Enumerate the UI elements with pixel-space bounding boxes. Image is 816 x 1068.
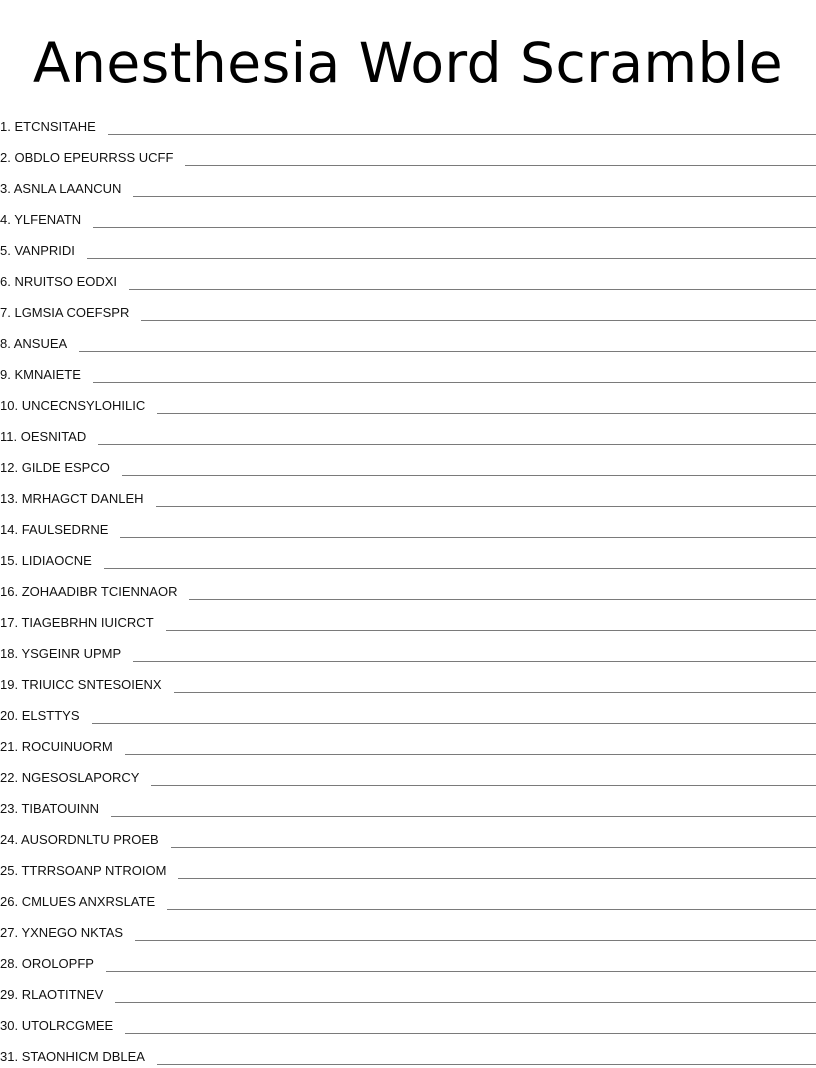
answer-line[interactable]: [178, 865, 816, 879]
list-item: [0, 448, 816, 479]
scrambled-word: TTRRSOANP NTROIOM: [21, 863, 166, 878]
list-item: [0, 975, 816, 1006]
scrambled-word: UTOLRCGMEE: [22, 1018, 114, 1033]
item-number: 27.: [0, 925, 18, 940]
scrambled-word: ROCUINUORM: [22, 739, 113, 754]
answer-line[interactable]: [166, 617, 816, 631]
scrambled-word: TRIUICC SNTESOIENX: [21, 677, 161, 692]
item-number: 31.: [0, 1049, 18, 1064]
item-number: 26.: [0, 894, 18, 909]
answer-line[interactable]: [125, 741, 816, 755]
scrambled-word-label: [0, 240, 87, 262]
item-number: 4.: [0, 212, 11, 227]
scrambled-word-label: [0, 581, 189, 603]
word-scramble-list: [0, 107, 816, 1068]
list-item: [0, 107, 816, 138]
item-number: 30.: [0, 1018, 18, 1033]
list-item: [0, 417, 816, 448]
answer-line[interactable]: [111, 803, 816, 817]
scrambled-word: STAONHICM DBLEA: [22, 1049, 145, 1064]
item-number: 17.: [0, 615, 18, 630]
scrambled-word: ETCNSITAHE: [14, 119, 95, 134]
scrambled-word: NRUITSO EODXI: [14, 274, 117, 289]
item-number: 29.: [0, 987, 18, 1002]
list-item: [0, 169, 816, 200]
scrambled-word-label: [0, 364, 93, 386]
list-item: [0, 758, 816, 789]
answer-line[interactable]: [156, 493, 816, 507]
item-number: 21.: [0, 739, 18, 754]
list-item: [0, 882, 816, 913]
list-item: [0, 324, 816, 355]
item-number: 18.: [0, 646, 18, 661]
scrambled-word: OESNITAD: [21, 429, 87, 444]
list-item: [0, 572, 816, 603]
answer-line[interactable]: [87, 245, 816, 259]
scrambled-word-label: [0, 395, 157, 417]
list-item: [0, 386, 816, 417]
scrambled-word-label: [0, 767, 151, 789]
item-number: 11.: [0, 429, 17, 444]
scrambled-word: ASNLA LAANCUN: [14, 181, 122, 196]
list-item: [0, 634, 816, 665]
scrambled-word-label: [0, 798, 111, 820]
item-number: 3.: [0, 181, 11, 196]
answer-line[interactable]: [98, 431, 816, 445]
scrambled-word-label: [0, 829, 171, 851]
item-number: 22.: [0, 770, 18, 785]
scrambled-word: LGMSIA COEFSPR: [14, 305, 129, 320]
item-number: 13.: [0, 491, 18, 506]
list-item: [0, 696, 816, 727]
list-item: [0, 1037, 816, 1068]
list-item: [0, 510, 816, 541]
list-item: [0, 1006, 816, 1037]
scrambled-word: CMLUES ANXRSLATE: [22, 894, 155, 909]
scrambled-word: GILDE ESPCO: [22, 460, 110, 475]
answer-line[interactable]: [79, 338, 816, 352]
list-item: [0, 355, 816, 386]
scrambled-word-label: [0, 178, 133, 200]
scrambled-word: OBDLO EPEURRSS UCFF: [14, 150, 173, 165]
list-item: [0, 200, 816, 231]
item-number: 15.: [0, 553, 18, 568]
item-number: 1.: [0, 119, 11, 134]
scrambled-word-label: [0, 953, 106, 975]
item-number: 2.: [0, 150, 11, 165]
scrambled-word-label: [0, 302, 141, 324]
item-number: 24.: [0, 832, 18, 847]
scrambled-word-label: [0, 891, 167, 913]
scrambled-word-label: [0, 736, 125, 758]
answer-line[interactable]: [93, 369, 816, 383]
answer-line[interactable]: [120, 524, 816, 538]
answer-line[interactable]: [108, 121, 816, 135]
item-number: 7.: [0, 305, 11, 320]
scrambled-word-label: [0, 271, 129, 293]
scrambled-word-label: [0, 860, 178, 882]
item-number: 20.: [0, 708, 18, 723]
answer-line[interactable]: [174, 679, 816, 693]
answer-line[interactable]: [104, 555, 816, 569]
answer-line[interactable]: [106, 958, 816, 972]
item-number: 5.: [0, 243, 11, 258]
list-item: [0, 851, 816, 882]
answer-line[interactable]: [189, 586, 816, 600]
item-number: 8.: [0, 336, 11, 351]
item-number: 23.: [0, 801, 18, 816]
list-item: [0, 138, 816, 169]
answer-line[interactable]: [115, 989, 816, 1003]
list-item: [0, 479, 816, 510]
scrambled-word: ELSTTYS: [22, 708, 80, 723]
list-item: [0, 262, 816, 293]
page-title: Anesthesia Word Scramble: [0, 28, 816, 98]
scrambled-word-label: [0, 643, 133, 665]
item-number: 10.: [0, 398, 18, 413]
scrambled-word: TIBATOUINN: [21, 801, 99, 816]
scrambled-word-label: [0, 922, 135, 944]
scrambled-word-label: [0, 550, 104, 572]
answer-line[interactable]: [133, 183, 816, 197]
scrambled-word-label: [0, 705, 92, 727]
list-item: [0, 820, 816, 851]
scrambled-word: MRHAGCT DANLEH: [22, 491, 144, 506]
scrambled-word: YXNEGO NKTAS: [21, 925, 123, 940]
scrambled-word-label: [0, 116, 108, 138]
list-item: [0, 665, 816, 696]
scrambled-word: KMNAIETE: [14, 367, 80, 382]
scrambled-word: RLAOTITNEV: [22, 987, 104, 1002]
scrambled-word: ZOHAADIBR TCIENNAOR: [22, 584, 178, 599]
answer-line[interactable]: [151, 772, 816, 786]
scrambled-word: FAULSEDRNE: [22, 522, 109, 537]
scrambled-word: UNCECNSYLOHILIC: [22, 398, 146, 413]
item-number: 12.: [0, 460, 18, 475]
scrambled-word: YLFENATN: [14, 212, 81, 227]
answer-line[interactable]: [92, 710, 816, 724]
item-number: 9.: [0, 367, 11, 382]
scrambled-word: NGESOSLAPORCY: [22, 770, 140, 785]
scrambled-word-label: [0, 333, 79, 355]
scrambled-word-label: [0, 674, 174, 696]
answer-line[interactable]: [125, 1020, 816, 1034]
answer-line[interactable]: [157, 400, 816, 414]
list-item: [0, 727, 816, 758]
answer-line[interactable]: [157, 1051, 816, 1065]
answer-line[interactable]: [171, 834, 816, 848]
list-item: [0, 293, 816, 324]
answer-line[interactable]: [129, 276, 816, 290]
answer-line[interactable]: [135, 927, 816, 941]
scrambled-word-label: [0, 1015, 125, 1037]
item-number: 6.: [0, 274, 11, 289]
item-number: 28.: [0, 956, 18, 971]
item-number: 14.: [0, 522, 18, 537]
scrambled-word: TIAGEBRHN IUICRCT: [21, 615, 153, 630]
list-item: [0, 913, 816, 944]
scrambled-word-label: [0, 488, 156, 510]
scrambled-word: YSGEINR UPMP: [21, 646, 121, 661]
item-number: 16.: [0, 584, 18, 599]
answer-line[interactable]: [93, 214, 816, 228]
scrambled-word-label: [0, 147, 185, 169]
item-number: 25.: [0, 863, 18, 878]
scrambled-word-label: [0, 984, 115, 1006]
list-item: [0, 231, 816, 262]
scrambled-word: OROLOPFP: [22, 956, 94, 971]
list-item: [0, 541, 816, 572]
answer-line[interactable]: [141, 307, 816, 321]
scrambled-word-label: [0, 519, 120, 541]
scrambled-word: ANSUEA: [14, 336, 67, 351]
scrambled-word-label: [0, 209, 93, 231]
scrambled-word: AUSORDNLTU PROEB: [21, 832, 159, 847]
scrambled-word: VANPRIDI: [14, 243, 74, 258]
scrambled-word-label: [0, 426, 98, 448]
scrambled-word-label: [0, 457, 122, 479]
answer-line[interactable]: [133, 648, 816, 662]
scrambled-word: LIDIAOCNE: [22, 553, 92, 568]
scrambled-word-label: [0, 1046, 157, 1068]
answer-line[interactable]: [122, 462, 816, 476]
list-item: [0, 603, 816, 634]
list-item: [0, 789, 816, 820]
answer-line[interactable]: [167, 896, 816, 910]
item-number: 19.: [0, 677, 18, 692]
scrambled-word-label: [0, 612, 166, 634]
answer-line[interactable]: [185, 152, 816, 166]
list-item: [0, 944, 816, 975]
